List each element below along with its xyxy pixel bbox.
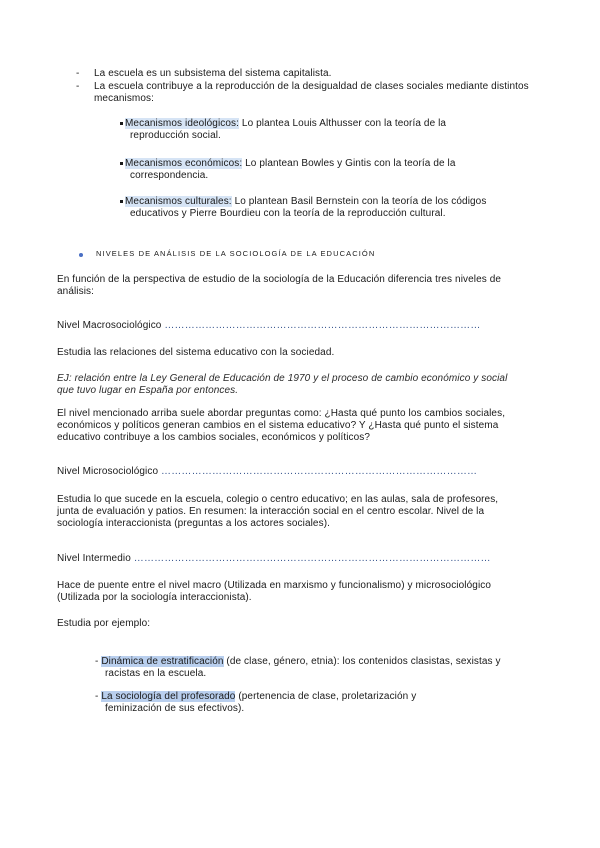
square-bullet-icon xyxy=(120,122,123,125)
level-label: Nivel Microsociológico xyxy=(57,466,159,477)
mechanism-desc: Lo plantean Bowles y Gintis con la teoría de la xyxy=(242,158,456,169)
list-marker: - xyxy=(76,81,80,92)
dotted-leader: ………………………………………………………………………………… xyxy=(164,320,481,331)
mechanism-desc: Lo plantea Louis Althusser con la teoría de la xyxy=(239,118,447,129)
level-label: Nivel Intermedio xyxy=(57,553,131,564)
example-desc-cont: racistas en la escuela. xyxy=(105,668,207,679)
list-item-text: La escuela contribuye a la reproducción de la desigualdad de clases sociales mediante distintos xyxy=(94,81,529,92)
square-bullet-icon xyxy=(120,162,123,165)
mechanism-desc-cont: educativos y Pierre Bourdieu con la teoría de la reproducción cultural. xyxy=(130,208,446,219)
example-desc-cont: feminización de sus efectivos). xyxy=(105,703,245,714)
level-description: sociología interaccionista (preguntas a los actores sociales). xyxy=(57,518,331,529)
example-name: La sociología del profesorado xyxy=(101,691,236,702)
list-item-text: La escuela es un subsistema del sistema capitalista. xyxy=(94,68,332,79)
mechanism-name: Mecanismos económicos: xyxy=(125,158,243,169)
mechanism-item xyxy=(120,118,446,130)
questions-text: económicos y políticos generan cambios en el sistema educativo? Y ¿Hasta qué punto el sistema xyxy=(57,420,499,431)
square-bullet-icon xyxy=(120,200,123,203)
example-item xyxy=(95,656,501,668)
mechanism-item xyxy=(120,196,486,208)
bullet-icon xyxy=(79,253,83,257)
example-name: Dinámica de estratificación xyxy=(101,656,224,667)
list-marker: - xyxy=(95,656,99,667)
level-description: Estudia lo que sucede en la escuela, colegio o centro educativo; en las aulas, sala de profesores, xyxy=(57,494,499,505)
examples-intro: Estudia por ejemplo: xyxy=(57,618,151,629)
dotted-leader: …………………………………………………………………………………………… xyxy=(133,553,491,564)
list-marker: - xyxy=(76,68,80,79)
level-heading-macro xyxy=(57,320,481,332)
example-text: que tuvo lugar en España por entonces. xyxy=(57,385,239,396)
mechanism-desc-cont: reproducción social. xyxy=(130,130,221,141)
level-label: Nivel Macrosociológico xyxy=(57,320,162,331)
example-desc: (pertenencia de clase, proletarización y xyxy=(235,691,417,702)
example-desc: (de clase, género, etnia): los contenidos clasistas, sexistas y xyxy=(223,656,501,667)
section-heading: NIVELES DE ANÁLISIS DE LA SOCIOLOGÍA DE LA EDUCACIÓN xyxy=(96,249,376,258)
mechanism-desc: Lo plantean Basil Bernstein con la teoría de los códigos xyxy=(231,196,487,207)
level-description: Hace de puente entre el nivel macro (Utilizada en marxismo y funcionalismo) y microsociológico xyxy=(57,580,492,591)
example-text: EJ: relación entre la Ley General de Educación de 1970 y el proceso de cambio económico y social xyxy=(57,373,508,384)
mechanism-name: Mecanismos ideológicos: xyxy=(125,118,240,129)
level-description: (Utilizada por la sociología interaccionista). xyxy=(57,592,252,603)
list-item-text: mecanismos: xyxy=(94,93,155,104)
level-heading-intermediate xyxy=(57,553,491,565)
mechanism-item xyxy=(120,158,456,170)
mechanism-name: Mecanismos culturales: xyxy=(125,196,232,207)
mechanism-desc-cont: correspondencia. xyxy=(130,170,209,181)
questions-text: El nivel mencionado arriba suele abordar preguntas como: ¿Hasta qué punto los cambios sociales, xyxy=(57,408,506,419)
level-description: Estudia las relaciones del sistema educativo con la sociedad. xyxy=(57,347,335,358)
level-heading-micro xyxy=(57,466,477,478)
questions-text: educativo contribuye a los cambios sociales, económicos y políticos? xyxy=(57,432,371,443)
intro-text: análisis: xyxy=(57,286,95,297)
list-marker: - xyxy=(95,691,99,702)
dotted-leader: ………………………………………………………………………………… xyxy=(161,466,478,477)
example-item xyxy=(95,691,416,703)
intro-text: En función de la perspectiva de estudio de la sociología de la Educación diferencia tres niveles de xyxy=(57,274,502,285)
level-description: junta de evaluación y patios. En resumen: la interacción social en el centro escolar. Nivel de la xyxy=(57,506,485,517)
